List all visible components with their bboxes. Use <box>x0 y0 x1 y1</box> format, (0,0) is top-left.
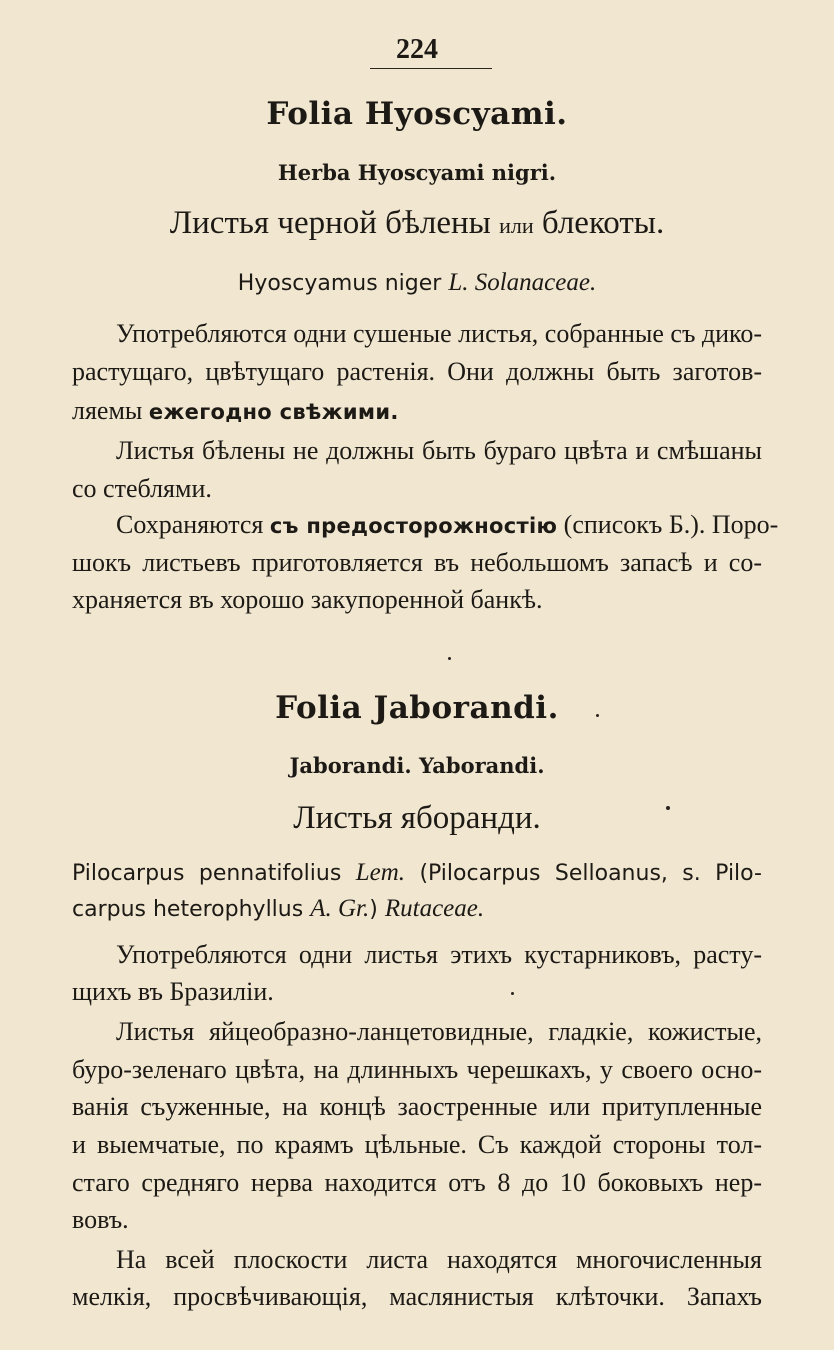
paragraph-line: Употребляются одни сушеные листья, собранные съ дико- <box>116 319 763 348</box>
latin-text: ) <box>369 897 378 922</box>
paragraph-line: ванія съуженные, на концѣ заостренные или притупленные <box>72 1092 762 1121</box>
russian-title-part-a: Листья черной бѣлены <box>169 205 491 241</box>
latin-family: Rutaceae. <box>384 895 485 922</box>
paragraph-line: щихъ въ Бразиліи. <box>72 977 274 1006</box>
section1-title: Folia Hyoscyami. <box>266 96 568 132</box>
paragraph-line: и выемчатые, по краямъ цѣльные. Съ каждой стороны тол- <box>72 1130 762 1159</box>
latin-author: L. Solanaceae. <box>448 269 597 296</box>
bold-segment: ежегодно свѣжими. <box>148 400 399 424</box>
paragraph-line: мелкія, просвѣчивающія, маслянистыя клѣточки. Запахъ <box>72 1282 762 1311</box>
latin-line <box>72 859 762 887</box>
paragraph-line: храняется въ хорошо закупоренной банкѣ. <box>72 585 543 614</box>
paragraph-line: шокъ листьевъ приготовляется въ небольшомъ запасѣ и со- <box>72 548 762 577</box>
russian-title-part-b: блекоты. <box>541 205 665 241</box>
text-segment: (списокъ Б.). Поро- <box>563 510 779 539</box>
paragraph-line: Листья яйцеобразно-ланцетовидные, гладкіе, кожистые, <box>116 1017 762 1046</box>
russian-title-or: или <box>499 213 534 238</box>
latin-name: Hyoscyamus niger <box>237 271 442 296</box>
paragraph-line <box>116 510 779 540</box>
section2-russian-title: Листья яборанди. <box>293 800 541 836</box>
section1-subtitle: Herba Hyoscyami nigri. <box>277 160 557 185</box>
print-speck <box>448 657 451 660</box>
section2-subtitle: Jaborandi. Yaborandi. <box>289 753 545 778</box>
text-segment: ляемы <box>72 396 143 425</box>
section2-title: Folia Jaborandi. <box>275 690 559 726</box>
latin-line <box>72 895 762 923</box>
paragraph-line <box>72 396 762 426</box>
header-rule <box>370 68 492 69</box>
bold-segment: съ предосторожностію <box>269 514 558 538</box>
latin-text: carpus heterophyllus <box>72 897 304 922</box>
latin-text: (Pilocarpus Selloanus, s. Pilo- <box>419 861 762 886</box>
print-speck <box>511 992 514 995</box>
paragraph-line: Употребляются одни листья этихъ кустарниковъ, расту- <box>116 940 762 969</box>
paragraph-line: стаго средняго нерва находится отъ 8 до 10 боковыхъ нер- <box>72 1168 762 1197</box>
paragraph-line: буро-зеленаго цвѣта, на длинныхъ черешкахъ, у своего осно- <box>72 1055 762 1084</box>
paragraph-line: со стеблями. <box>72 474 212 503</box>
print-speck <box>596 714 599 717</box>
latin-author: A. Gr. <box>310 895 370 922</box>
print-speck <box>666 806 670 810</box>
paragraph-line: вовъ. <box>72 1205 129 1234</box>
paragraph-line: Листья бѣлены не должны быть бураго цвѣта и смѣшаны <box>116 436 762 465</box>
section1-latin-name <box>0 269 834 297</box>
paragraph-line: На всей плоскости листа находятся многочисленныя <box>116 1245 762 1274</box>
text-segment: Сохраняются <box>116 510 264 539</box>
paragraph-line: растущаго, цвѣтущаго растенія. Они должны быть заготов- <box>72 357 762 386</box>
latin-author: Lem. <box>355 859 406 886</box>
latin-text: Pilocarpus pennatifolius <box>72 861 342 886</box>
section1-russian-title <box>0 205 834 242</box>
page-number: 224 <box>396 34 438 65</box>
